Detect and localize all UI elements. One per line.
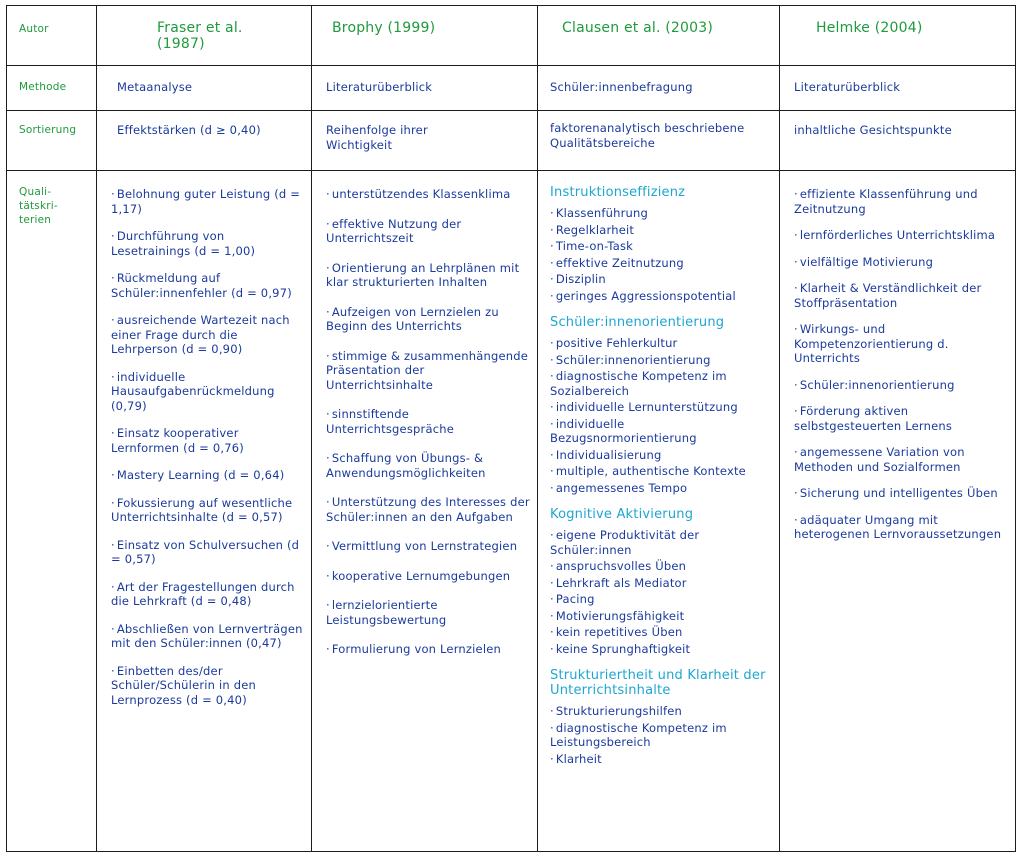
criterion-item: · individuelle Lernunterstützung <box>550 400 773 415</box>
method-cell-1 <box>97 66 312 111</box>
row-criteria <box>7 171 1016 852</box>
criteria-group <box>550 507 773 656</box>
criteria-group <box>550 185 773 303</box>
criterion-item: · individuelle Hausaufgabenrückmeldung (0,79) <box>111 370 305 414</box>
criterion-item: · effektive Zeitnutzung <box>550 256 773 271</box>
criterion-item: · positive Fehlerkultur <box>550 336 773 351</box>
criteria-group <box>550 668 773 766</box>
criterion-item: · Schüler:innenorientierung <box>794 378 1009 393</box>
criterion-item: · sinnstiftende Unterrichtsgespräche <box>326 407 531 436</box>
criterion-item: · vielfältige Motivierung <box>794 255 1009 270</box>
criterion-item: · Motivierungsfähigkeit <box>550 609 773 624</box>
sorting-cell-3 <box>538 111 780 171</box>
sorting-3: faktorenanalytisch beschriebene Qualitätsbereiche <box>550 121 745 150</box>
criterion-item: · Einsatz von Schulversuchen (d = 0,57) <box>111 538 305 567</box>
criteria-cell-2 <box>312 171 538 852</box>
sorting-cell-1 <box>97 111 312 171</box>
criteria-group-heading: Strukturiertheit und Klarheit der Unterrichtsinhalte <box>550 668 766 698</box>
criterion-item: · anspruchsvolles Üben <box>550 559 773 574</box>
criterion-item: · individuelle Bezugsnormorientierung <box>550 417 773 446</box>
criterion-item: · Orientierung an Lehrplänen mit klar strukturierten Inhalten <box>326 261 531 290</box>
author-3: Clausen et al. (2003) <box>562 20 714 36</box>
criterion-item: · Vermittlung von Lernstrategien <box>326 539 531 554</box>
criterion-item: · effektive Nutzung der Unterrichtszeit <box>326 217 531 246</box>
criterion-item: · adäquater Umgang mit heterogenen Lernvoraussetzungen <box>794 513 1009 542</box>
criteria-cell-1 <box>97 171 312 852</box>
author-cell-4 <box>780 6 1016 66</box>
criterion-item: · Sicherung und intelligentes Üben <box>794 486 1009 501</box>
criterion-item: · keine Sprunghaftigkeit <box>550 642 773 657</box>
criterion-item: · Formulierung von Lernzielen <box>326 642 531 657</box>
criterion-item: · Individualisierung <box>550 448 773 463</box>
author-cell-1 <box>97 6 312 66</box>
criterion-item: · diagnostische Kompetenz im Sozialbereich <box>550 369 773 398</box>
row-method <box>7 66 1016 111</box>
criteria-group-heading: Instruktionseffizienz <box>550 185 686 200</box>
sorting-cell-4 <box>780 111 1016 171</box>
criterion-item: · Pacing <box>550 592 773 607</box>
row-label-criteria: Quali-tätskri-terien <box>19 186 58 226</box>
row-label-cell-method <box>7 66 97 111</box>
criteria-group-heading: Kognitive Aktivierung <box>550 507 694 522</box>
method-3: Schüler:innenbefragung <box>550 80 693 94</box>
criterion-item: · eigene Produktivität der Schüler:innen <box>550 528 773 557</box>
criteria-list-3 <box>538 171 779 766</box>
row-label-cell-criteria <box>7 171 97 852</box>
criterion-item: · Durchführung von Lesetrainings (d = 1,00) <box>111 229 305 258</box>
criteria-list-1 <box>97 171 311 707</box>
row-author <box>7 6 1016 66</box>
sorting-1: Effektstärken (d ≥ 0,40) <box>117 123 261 137</box>
criterion-item: · Schaffung von Übungs- & Anwendungsmöglichkeiten <box>326 451 531 480</box>
criteria-group-heading: Schüler:innenorientierung <box>550 315 725 330</box>
criterion-item: · Belohnung guter Leistung (d = 1,17) <box>111 187 305 216</box>
criterion-item: · kein repetitives Üben <box>550 625 773 640</box>
author-1: Fraser et al. (1987) <box>157 20 243 52</box>
criterion-item: · diagnostische Kompetenz im Leistungsbereich <box>550 721 773 750</box>
method-2: Literaturüberblick <box>326 80 433 94</box>
criterion-item: · multiple, authentische Kontexte <box>550 464 773 479</box>
sorting-cell-2 <box>312 111 538 171</box>
criterion-item: · Abschließen von Lernverträgen mit den Schüler:innen (0,47) <box>111 622 305 651</box>
criterion-item: · Wirkungs- und Kompetenzorientierung d. Unterrichts <box>794 322 1009 366</box>
row-label-author: Autor <box>19 23 49 35</box>
row-label-method: Methode <box>19 81 67 93</box>
sorting-2: Reihenfolge ihrer Wichtigkeit <box>326 123 428 152</box>
method-1: Metaanalyse <box>117 80 193 94</box>
row-label-sorting: Sortierung <box>19 124 77 136</box>
criterion-item: · Einbetten des/der Schüler/Schülerin in den Lernprozess (d = 0,40) <box>111 664 305 708</box>
criterion-item: · angemessenes Tempo <box>550 481 773 496</box>
criterion-item: · effiziente Klassenführung und Zeitnutzung <box>794 187 1009 216</box>
criterion-item: · Unterstützung des Interesses der Schüler:innen an den Aufgaben <box>326 495 531 524</box>
comparison-table <box>6 5 1016 852</box>
author-4: Helmke (2004) <box>816 20 923 36</box>
criterion-item: · Art der Fragestellungen durch die Lehrkraft (d = 0,48) <box>111 580 305 609</box>
criterion-item: · Rückmeldung auf Schüler:innenfehler (d = 0,97) <box>111 271 305 300</box>
criterion-item: · Fokussierung auf wesentliche Unterrichtsinhalte (d = 0,57) <box>111 496 305 525</box>
criterion-item: · Einsatz kooperativer Lernformen (d = 0,76) <box>111 426 305 455</box>
method-cell-2 <box>312 66 538 111</box>
row-sorting <box>7 111 1016 171</box>
row-label-cell-author <box>7 6 97 66</box>
criterion-item: · Disziplin <box>550 272 773 287</box>
criteria-group <box>550 315 773 495</box>
criterion-item: · Schüler:innenorientierung <box>550 353 773 368</box>
criterion-item: · Klarheit & Verständlichkeit der Stoffpräsentation <box>794 281 1009 310</box>
criterion-item: · Regelklarheit <box>550 223 773 238</box>
row-label-cell-sorting <box>7 111 97 171</box>
criterion-item: · Aufzeigen von Lernzielen zu Beginn des Unterrichts <box>326 305 531 334</box>
criterion-item: · Mastery Learning (d = 0,64) <box>111 468 305 483</box>
author-cell-3 <box>538 6 780 66</box>
criteria-cell-4 <box>780 171 1016 852</box>
criteria-cell-3 <box>538 171 780 852</box>
criteria-list-2 <box>312 171 537 657</box>
criterion-item: · ausreichende Wartezeit nach einer Frage durch die Lehrperson (d = 0,90) <box>111 313 305 357</box>
criterion-item: · Klassenführung <box>550 206 773 221</box>
method-4: Literaturüberblick <box>794 80 901 94</box>
criterion-item: · lernzielorientierte Leistungsbewertung <box>326 598 531 627</box>
criterion-item: · unterstützendes Klassenklima <box>326 187 531 202</box>
criterion-item: · Klarheit <box>550 752 773 767</box>
criterion-item: · Time-on-Task <box>550 239 773 254</box>
criterion-item: · kooperative Lernumgebungen <box>326 569 531 584</box>
criterion-item: · stimmige & zusammenhängende Präsentation der Unterrichtsinhalte <box>326 349 531 393</box>
criterion-item: · Lehrkraft als Mediator <box>550 576 773 591</box>
method-cell-3 <box>538 66 780 111</box>
criterion-item: · Förderung aktiven selbstgesteuerten Lernens <box>794 404 1009 433</box>
criterion-item: · geringes Aggressionspotential <box>550 289 773 304</box>
criterion-item: · Strukturierungshilfen <box>550 704 773 719</box>
author-2: Brophy (1999) <box>332 20 436 36</box>
criteria-list-4 <box>780 171 1015 542</box>
method-cell-4 <box>780 66 1016 111</box>
author-cell-2 <box>312 6 538 66</box>
criterion-item: · angemessene Variation von Methoden und Sozialformen <box>794 445 1009 474</box>
sorting-4: inhaltliche Gesichtspunkte <box>794 123 952 137</box>
criterion-item: · lernförderliches Unterrichtsklima <box>794 228 1009 243</box>
